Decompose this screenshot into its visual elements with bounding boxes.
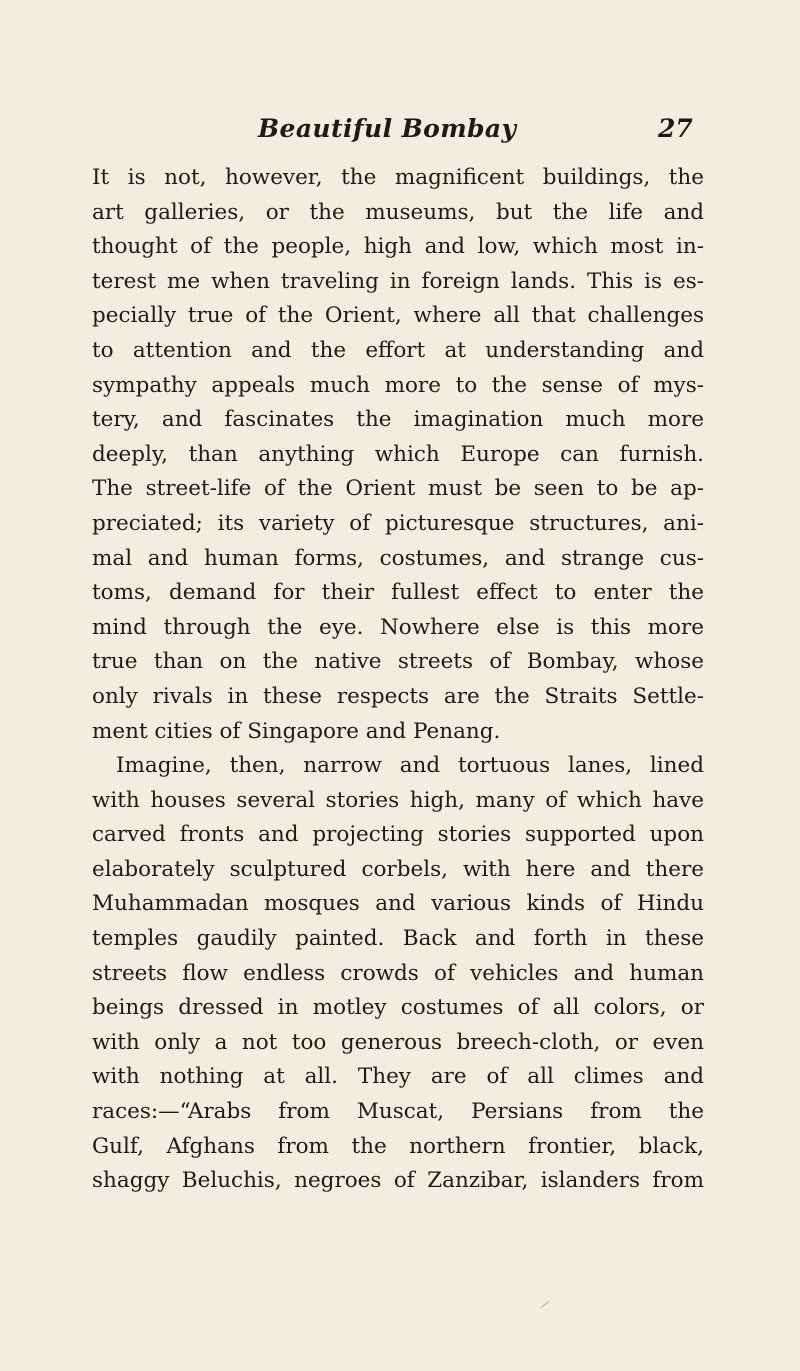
text-line: tery, and fascinates the imagination much more	[92, 407, 704, 433]
running-title: Beautiful Bombay	[258, 114, 517, 143]
text-line: temples gaudily painted. Back and forth in these	[92, 926, 704, 952]
paragraph-end-line: ment cities of Singapore and Penang.	[92, 718, 501, 744]
text-line: with only a not too generous breech-cloth, or even	[92, 1029, 704, 1055]
page-number: 27	[658, 114, 693, 143]
text-line: preciated; its variety of picturesque structures, ani-	[92, 510, 704, 536]
text-line: mal and human forms, costumes, and strange cus-	[92, 545, 704, 571]
text-line: toms, demand for their fullest effect to enter the	[92, 580, 704, 606]
text-line: elaborately sculptured corbels, with here and there	[92, 856, 704, 882]
text-line: with houses several stories high, many of which have	[92, 787, 704, 813]
paragraph-start-line: Imagine, then, narrow and tortuous lanes, lined	[116, 753, 704, 779]
text-line: The street-life of the Orient must be seen to be ap-	[92, 476, 704, 502]
text-line: thought of the people, high and low, which most in-	[92, 234, 704, 260]
text-line: Muhammadan mosques and various kinds of Hindu	[92, 891, 704, 917]
text-line: beings dressed in motley costumes of all colors, or	[92, 995, 704, 1021]
text-line: races:—“Arabs from Muscat, Persians from the	[92, 1099, 704, 1125]
body-text	[92, 161, 704, 1199]
text-line: Gulf, Afghans from the northern frontier, black,	[92, 1133, 704, 1159]
text-line: pecially true of the Orient, where all that challenges	[92, 303, 704, 329]
text-line: deeply, than anything which Europe can furnish.	[92, 441, 704, 467]
text-line: streets flow endless crowds of vehicles and human	[92, 960, 704, 986]
paper-speck	[541, 1301, 549, 1308]
text-line: It is not, however, the magnificent buildings, the	[92, 165, 704, 190]
running-header	[0, 114, 800, 154]
text-line: terest me when traveling in foreign lands. This is es-	[92, 268, 704, 294]
text-line: carved fronts and projecting stories supported upon	[92, 822, 704, 848]
text-line: mind through the eye. Nowhere else is this more	[92, 614, 704, 640]
text-line: true than on the native streets of Bombay, whose	[92, 649, 704, 675]
text-line: to attention and the effort at understanding and	[92, 337, 704, 363]
text-line: with nothing at all. They are of all climes and	[92, 1064, 704, 1090]
text-line: sympathy appeals much more to the sense of mys-	[92, 372, 704, 398]
text-line: only rivals in these respects are the Straits Settle-	[92, 683, 704, 709]
text-line: art galleries, or the museums, but the life and	[92, 199, 704, 225]
text-line: shaggy Beluchis, negroes of Zanzibar, islanders from	[92, 1168, 704, 1194]
